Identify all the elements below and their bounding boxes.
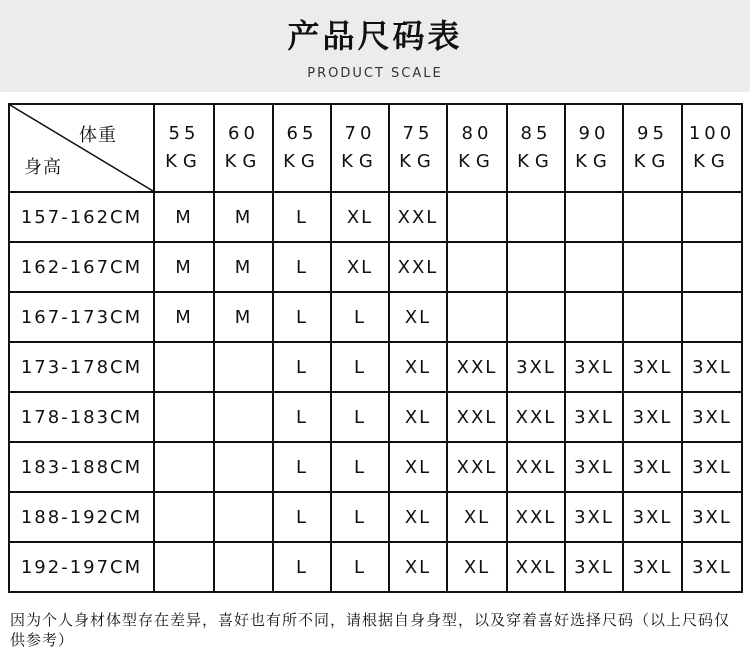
size-cell: XXL xyxy=(507,442,565,492)
size-cell xyxy=(623,242,682,292)
size-cell: 3XL xyxy=(682,342,742,392)
size-cell xyxy=(214,392,273,442)
height-range-label: 188-192CM xyxy=(9,492,154,542)
table-row xyxy=(9,442,742,492)
size-cell: M xyxy=(214,242,273,292)
size-cell: L xyxy=(273,392,331,442)
size-cell: 3XL xyxy=(623,442,682,492)
weight-value: 80 xyxy=(461,123,493,144)
size-cell xyxy=(623,192,682,242)
table-row xyxy=(9,392,742,442)
weight-column-header xyxy=(507,104,565,192)
size-cell xyxy=(682,192,742,242)
size-cell: 3XL xyxy=(682,392,742,442)
height-range-label: 173-178CM xyxy=(9,342,154,392)
size-cell: 3XL xyxy=(565,492,623,542)
size-cell: XL xyxy=(447,542,507,592)
size-cell xyxy=(447,292,507,342)
size-cell: M xyxy=(154,292,214,342)
weight-column-header xyxy=(389,104,447,192)
weight-value: 55 xyxy=(168,123,200,144)
size-cell xyxy=(154,392,214,442)
size-cell: 3XL xyxy=(682,492,742,542)
size-cell xyxy=(214,542,273,592)
height-axis-label: 身高 xyxy=(24,157,62,178)
size-cell: XXL xyxy=(447,392,507,442)
weight-unit: KG xyxy=(283,151,321,172)
size-cell xyxy=(214,492,273,542)
size-cell: XXL xyxy=(507,392,565,442)
size-cell: XL xyxy=(331,242,389,292)
weight-unit: KG xyxy=(693,151,731,172)
table-row xyxy=(9,242,742,292)
weight-column-header xyxy=(214,104,273,192)
size-cell xyxy=(565,292,623,342)
weight-column-header xyxy=(154,104,214,192)
weight-column-header xyxy=(565,104,623,192)
size-cell: XL xyxy=(389,492,447,542)
size-cell: XL xyxy=(389,442,447,492)
size-cell: XL xyxy=(389,342,447,392)
size-cell: L xyxy=(273,342,331,392)
size-cell: M xyxy=(154,242,214,292)
weight-unit: KG xyxy=(399,151,437,172)
size-cell: 3XL xyxy=(565,542,623,592)
size-cell: XL xyxy=(389,392,447,442)
height-range-label: 178-183CM xyxy=(9,392,154,442)
weight-column-header xyxy=(447,104,507,192)
weight-column-header xyxy=(273,104,331,192)
size-cell: L xyxy=(331,492,389,542)
size-cell: L xyxy=(273,192,331,242)
size-cell xyxy=(447,242,507,292)
corner-cell xyxy=(9,104,154,192)
size-cell xyxy=(154,342,214,392)
height-range-label: 192-197CM xyxy=(9,542,154,592)
size-cell xyxy=(447,192,507,242)
table-header-row xyxy=(9,104,742,192)
size-cell xyxy=(507,242,565,292)
size-cell: XL xyxy=(331,192,389,242)
size-cell xyxy=(623,292,682,342)
size-cell: L xyxy=(331,442,389,492)
weight-column-header xyxy=(331,104,389,192)
size-table-wrapper xyxy=(8,103,743,593)
height-range-label: 183-188CM xyxy=(9,442,154,492)
size-cell: 3XL xyxy=(623,492,682,542)
weight-value: 85 xyxy=(520,123,552,144)
weight-value: 95 xyxy=(637,123,668,144)
table-body xyxy=(9,192,742,592)
size-cell: XXL xyxy=(389,242,447,292)
size-cell: 3XL xyxy=(623,342,682,392)
size-cell: 3XL xyxy=(623,542,682,592)
size-cell: L xyxy=(331,342,389,392)
height-range-label: 167-173CM xyxy=(9,292,154,342)
height-range-label: 157-162CM xyxy=(9,192,154,242)
size-table xyxy=(8,103,743,593)
size-cell: XL xyxy=(447,492,507,542)
size-cell: M xyxy=(154,192,214,242)
size-cell xyxy=(682,242,742,292)
size-cell: L xyxy=(273,492,331,542)
size-cell xyxy=(214,342,273,392)
size-cell: M xyxy=(214,292,273,342)
size-cell: L xyxy=(273,542,331,592)
size-cell: 3XL xyxy=(682,442,742,492)
weight-column-header xyxy=(682,104,742,192)
size-cell: 3XL xyxy=(507,342,565,392)
size-cell: 3XL xyxy=(565,342,623,392)
weight-unit: KG xyxy=(165,151,203,172)
weight-value: 70 xyxy=(344,123,376,144)
weight-unit: KG xyxy=(575,151,613,172)
table-row xyxy=(9,542,742,592)
weight-unit: KG xyxy=(224,151,263,172)
table-row xyxy=(9,492,742,542)
size-cell xyxy=(154,492,214,542)
table-row xyxy=(9,192,742,242)
size-cell xyxy=(214,442,273,492)
weight-value: 90 xyxy=(578,123,610,144)
size-cell xyxy=(682,292,742,342)
size-cell xyxy=(154,442,214,492)
weight-value: 75 xyxy=(402,123,434,144)
size-cell: 3XL xyxy=(565,392,623,442)
weight-unit: KG xyxy=(633,151,672,172)
size-cell: XXL xyxy=(389,192,447,242)
table-row xyxy=(9,292,742,342)
size-cell xyxy=(565,242,623,292)
size-cell: XXL xyxy=(507,542,565,592)
size-cell: L xyxy=(331,542,389,592)
size-cell: XXL xyxy=(447,442,507,492)
size-cell: XXL xyxy=(507,492,565,542)
page-subtitle: PRODUCT SCALE xyxy=(307,66,443,81)
size-cell: XXL xyxy=(447,342,507,392)
weight-unit: KG xyxy=(517,151,555,172)
size-note: 因为个人身材体型存在差异，喜好也有所不同，请根据自身身型，以及穿着喜好选择尺码（以上尺码仅供参考） xyxy=(10,611,731,649)
page-title: 产品尺码表 xyxy=(287,17,463,55)
table-row xyxy=(9,342,742,392)
weight-unit: KG xyxy=(458,151,496,172)
size-cell xyxy=(507,292,565,342)
weight-column-header xyxy=(623,104,682,192)
size-cell: 3XL xyxy=(682,542,742,592)
size-cell: L xyxy=(273,242,331,292)
size-cell: 3XL xyxy=(565,442,623,492)
size-cell xyxy=(154,542,214,592)
weight-value: 60 xyxy=(228,123,259,144)
size-cell xyxy=(565,192,623,242)
size-cell: XL xyxy=(389,542,447,592)
weight-value: 65 xyxy=(286,123,318,144)
size-cell: L xyxy=(273,292,331,342)
weight-axis-label: 体重 xyxy=(79,125,117,146)
size-cell xyxy=(507,192,565,242)
size-cell: L xyxy=(331,392,389,442)
height-range-label: 162-167CM xyxy=(9,242,154,292)
size-cell: L xyxy=(273,442,331,492)
weight-unit: KG xyxy=(341,151,379,172)
size-cell: L xyxy=(331,292,389,342)
weight-value: 100 xyxy=(688,123,736,144)
size-cell: 3XL xyxy=(623,392,682,442)
size-cell: M xyxy=(214,192,273,242)
size-cell: XL xyxy=(389,292,447,342)
